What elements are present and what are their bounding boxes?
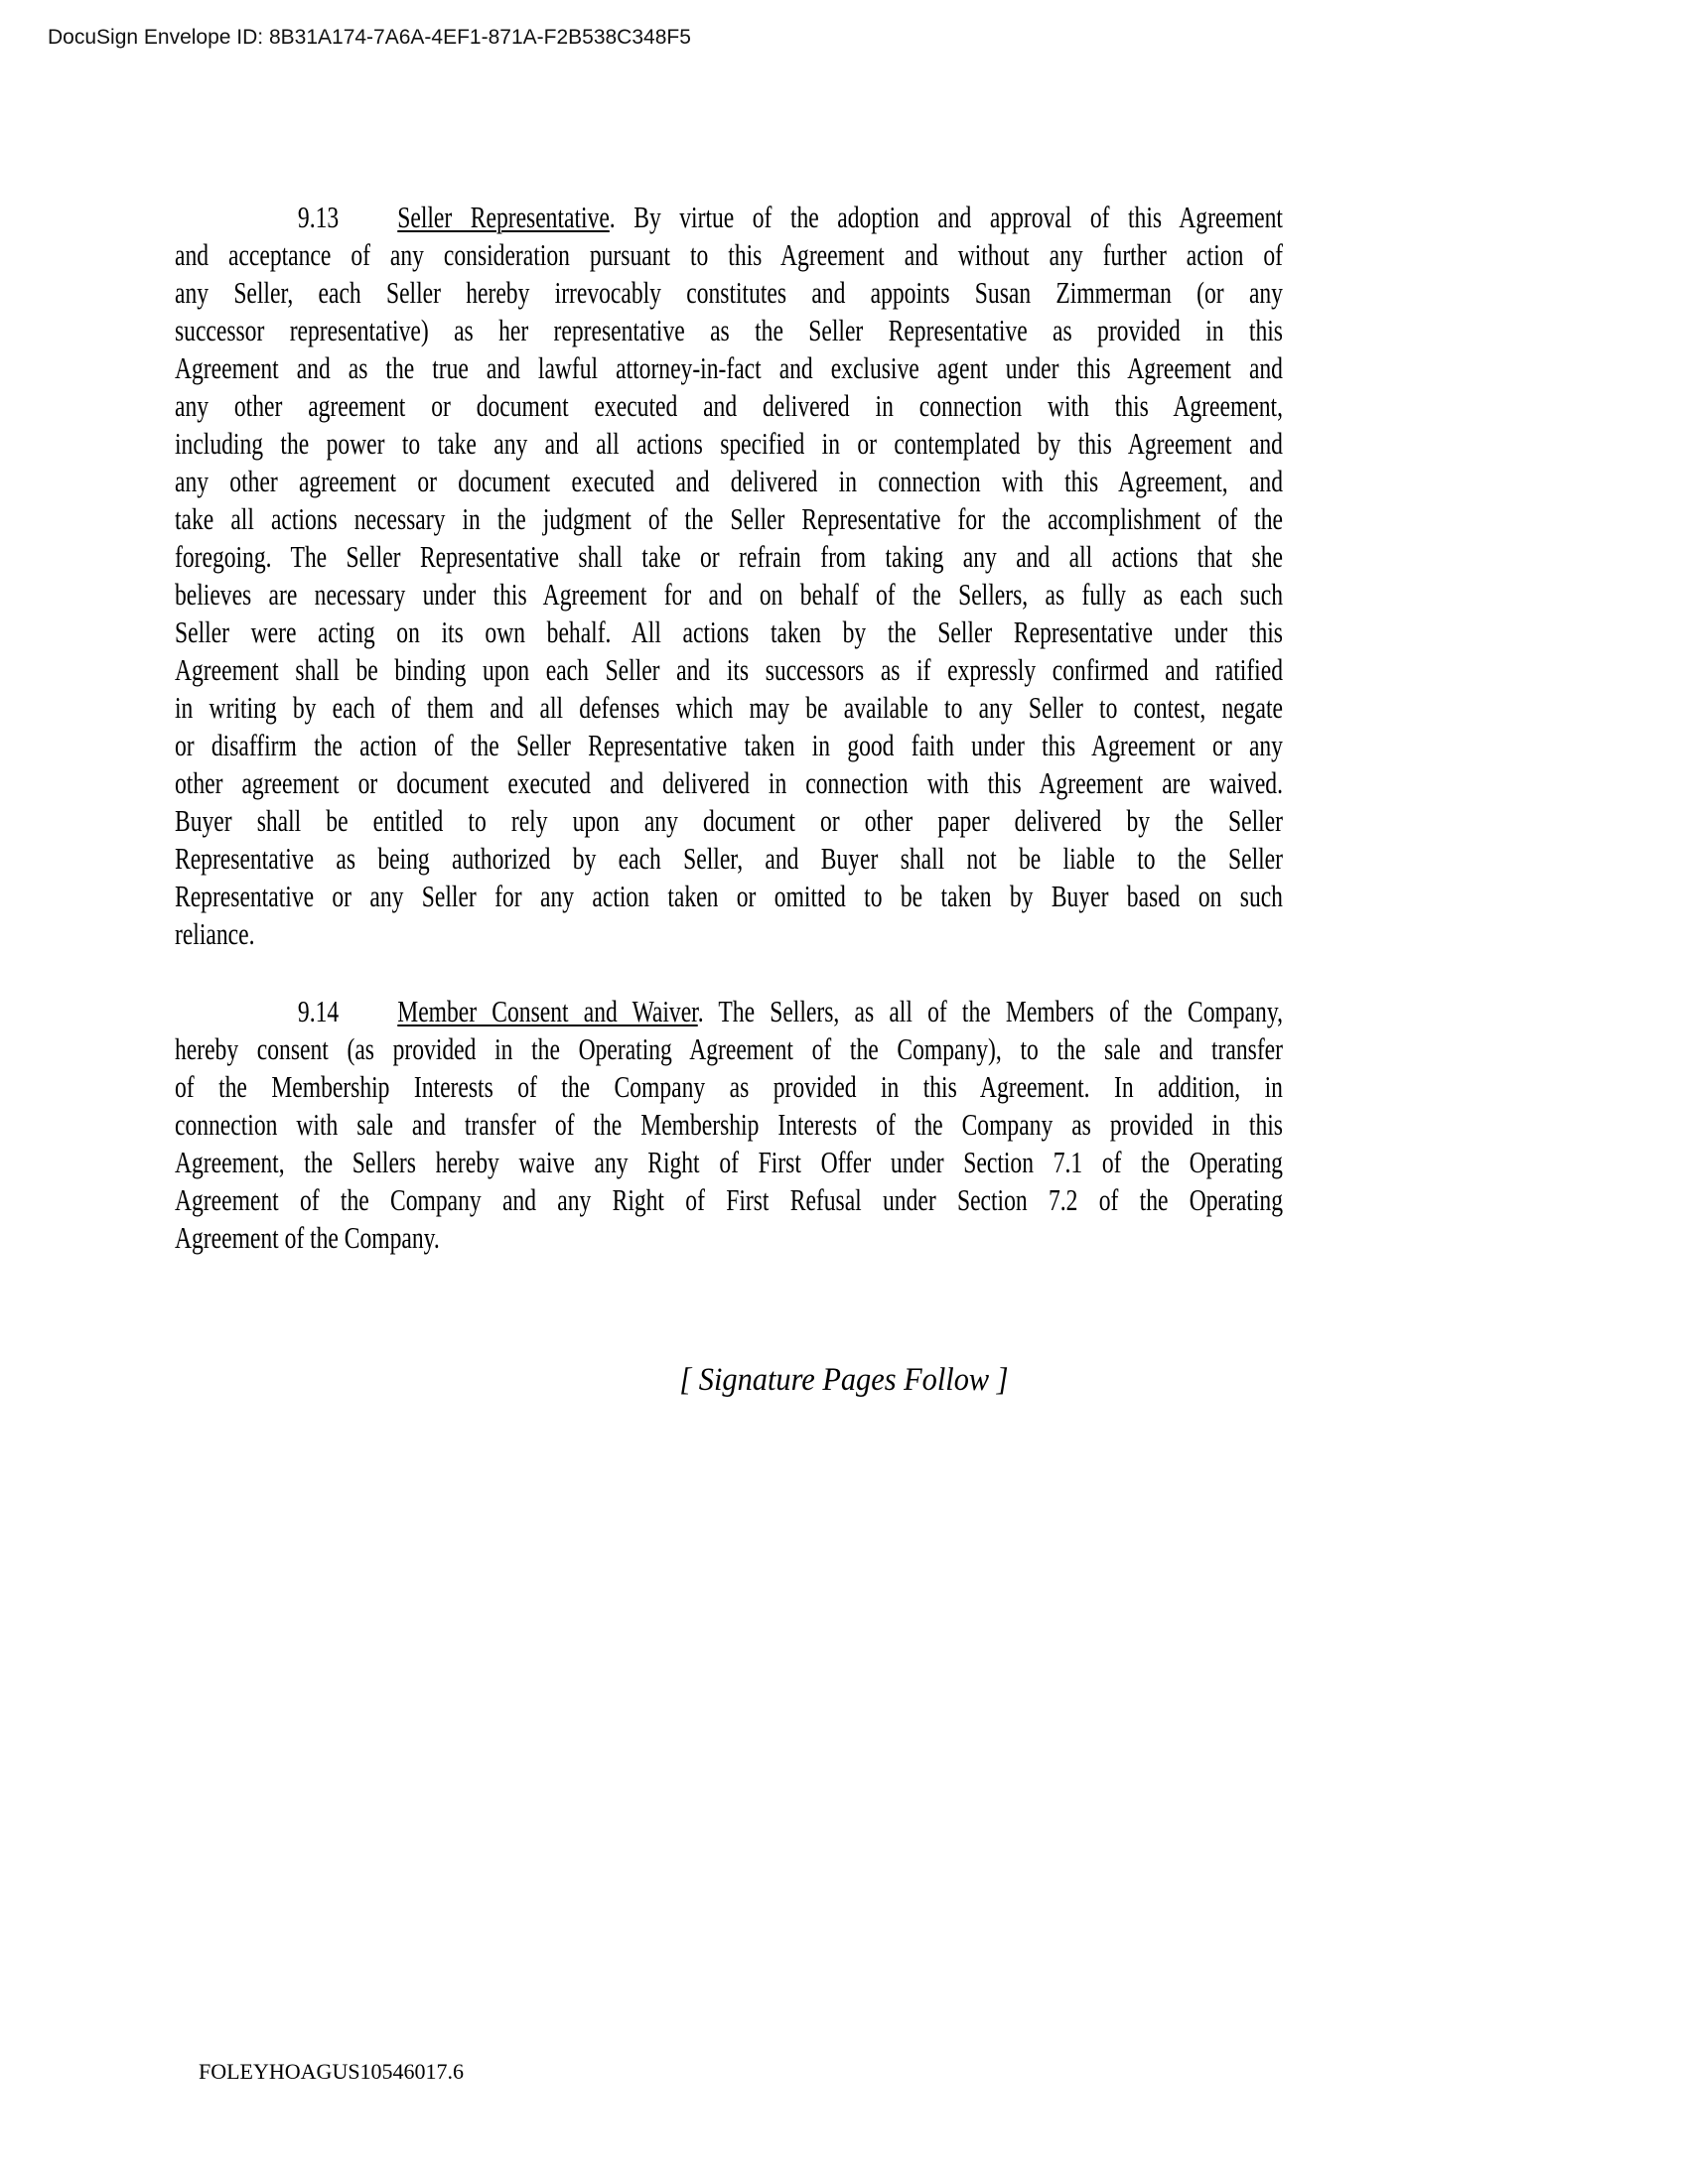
paragraph-line: any other agreement or document executed and delivered in connection with this Agreement, — [175, 388, 1283, 423]
paragraph-line: of the Membership Interests of the Company as provided in this Agreement. In addition, in — [175, 1069, 1283, 1104]
paragraph-line: Buyer shall be entitled to rely upon any document or other paper delivered by the Seller — [175, 803, 1283, 838]
section-number: 9.13 — [297, 200, 340, 234]
signature-pages-note: [ Signature Pages Follow ] — [679, 1362, 1009, 1398]
paragraph-line: Agreement, the Sellers hereby waive any Right of First Offer under Section 7.1 of the Operating — [175, 1145, 1283, 1179]
paragraph-line: Agreement and as the true and lawful attorney-in-fact and exclusive agent under this Agreement and — [175, 350, 1283, 385]
paragraph-line: successor representative) as her representative as the Seller Representative as provided in this — [175, 313, 1283, 347]
paragraph-line: Representative as being authorized by each Seller, and Buyer shall not be liable to the Seller — [175, 841, 1283, 876]
paragraph-line: Agreement of the Company and any Right of First Refusal under Section 7.2 of the Operating — [175, 1182, 1283, 1217]
section-9-14 — [175, 993, 1283, 1257]
section-text: . By virtue of the adoption and approval of this Agreement — [609, 200, 1283, 234]
paragraph-line: Agreement of the Company. — [175, 1220, 440, 1255]
footer-document-id: FOLEYHOAGUS10546017.6 — [199, 2059, 465, 2084]
section-text: . The Sellers, as all of the Members of the Company, — [697, 994, 1283, 1028]
paragraph-line: hereby consent (as provided in the Operating Agreement of the Company), to the sale and transfer — [175, 1031, 1283, 1066]
section-number: 9.14 — [297, 994, 340, 1028]
paragraph-line: any other agreement or document executed and delivered in connection with this Agreement, and — [175, 464, 1283, 498]
paragraph-line: believes are necessary under this Agreement for and on behalf of the Sellers, as fully as each such — [175, 577, 1283, 612]
paragraph-line: reliance. — [175, 916, 255, 951]
paragraph-line: any Seller, each Seller hereby irrevocably constitutes and appoints Susan Zimmerman (or any — [175, 275, 1283, 310]
paragraph-line: in writing by each of them and all defenses which may be available to any Seller to contest, negate — [175, 690, 1283, 725]
section-title: Member Consent and Waiver — [397, 994, 698, 1028]
paragraph-line: other agreement or document executed and delivered in connection with this Agreement are waived. — [175, 765, 1283, 800]
paragraph-line: connection with sale and transfer of the Membership Interests of the Company as provided in this — [175, 1107, 1283, 1142]
paragraph-line: and acceptance of any consideration pursuant to this Agreement and without any further action of — [175, 237, 1283, 272]
docusign-envelope-id: DocuSign Envelope ID: 8B31A174-7A6A-4EF1-871A-F2B538C348F5 — [48, 26, 691, 49]
paragraph-line: foregoing. The Seller Representative shall take or refrain from taking any and all actions that she — [175, 539, 1283, 574]
section-title: Seller Representative — [397, 200, 610, 234]
paragraph-line: Agreement shall be binding upon each Seller and its successors as if expressly confirmed and ratified — [175, 652, 1283, 687]
paragraph-line: including the power to take any and all actions specified in or contemplated by this Agreement and — [175, 426, 1283, 461]
section-heading-line — [175, 199, 1283, 236]
paragraph-line: Seller were acting on its own behalf. All actions taken by the Seller Representative under this — [175, 614, 1283, 649]
section-heading-line — [175, 993, 1283, 1030]
paragraph-line: take all actions necessary in the judgment of the Seller Representative for the accomplishment of the — [175, 501, 1283, 536]
paragraph-line: Representative or any Seller for any action taken or omitted to be taken by Buyer based on such — [175, 879, 1283, 913]
section-9-13 — [175, 199, 1283, 953]
paragraph-line: or disaffirm the action of the Seller Representative taken in good faith under this Agreement or any — [175, 728, 1283, 762]
